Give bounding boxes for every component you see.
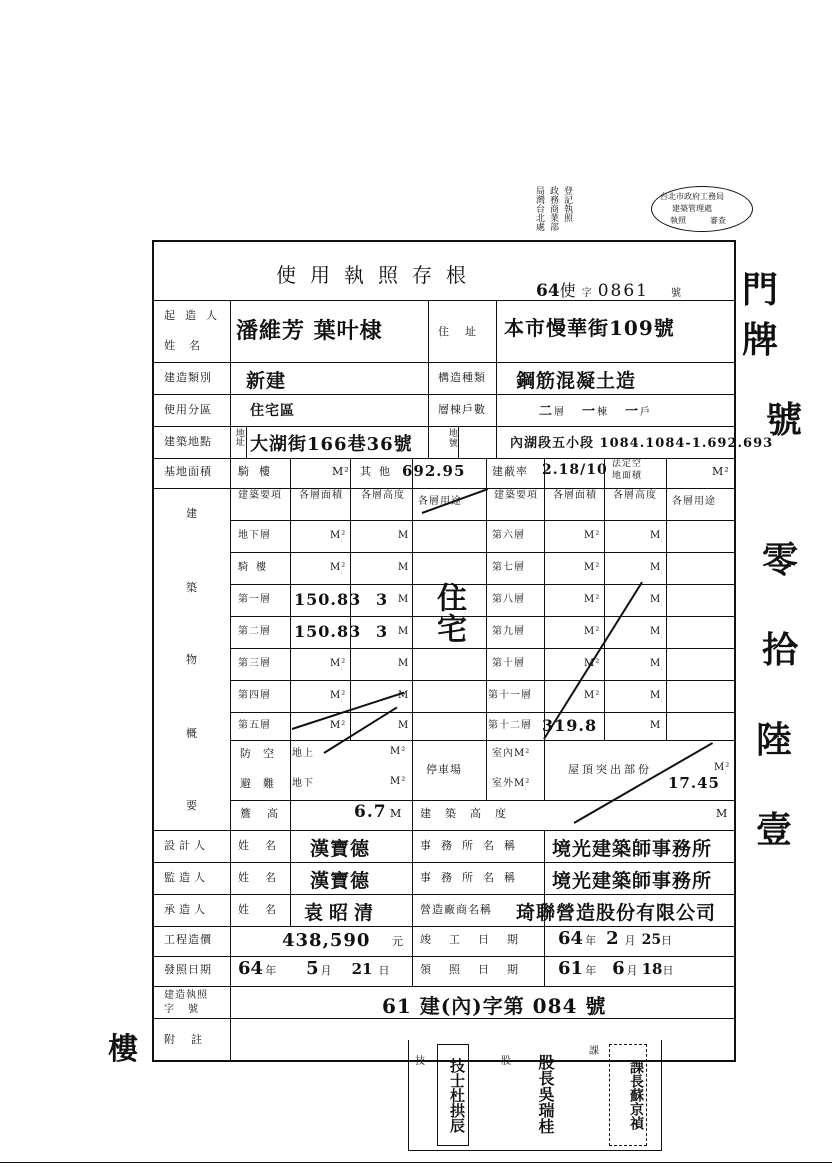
stamp-given: 京禎 [628,1102,644,1130]
circle-stamp [651,186,753,232]
month-unit: 月 [626,964,638,977]
contractor-office: 琦聯營造股份有限公司 [516,902,717,924]
lot-number: 內湖段五小段 1084.1084-1.692.693 [510,436,774,451]
stamp-surname: 蘇 [628,1088,644,1102]
coverage-ratio: 2.18/10 [542,462,608,478]
number-value: 0861 [597,281,649,301]
stamp-text: 審查 [710,216,726,225]
floor-label: 第十層 [492,658,525,669]
margin-char: 門 [742,269,779,311]
header-item: 建築要項 [494,490,538,501]
floor-label: 第三層 [238,658,271,669]
owner-label-1: 起造人 [164,309,227,322]
contractor-name: 袁昭清 [304,902,380,924]
floor1-area: 150.83 [294,590,362,609]
stamp-line: 局灣台北處 [534,186,544,231]
unit-area: M² [584,690,601,701]
overview-char: 物 [186,653,198,666]
stamp-given: 拱辰 [448,1102,466,1133]
eave-height: 6.7 [354,802,387,822]
eave-height-label: 簷高 [240,807,294,820]
receive-day: 18 [641,960,663,978]
month-unit: 月 [320,964,332,977]
stamp-surname: 吳 [536,1086,555,1102]
parking-label: 停車場 [426,763,462,776]
stamp-line: 登記執照 [562,186,572,222]
building-height-label: 建築高度 [420,807,520,820]
floor-label: 第四層 [238,690,271,701]
floor-label: 第十一層 [488,690,532,701]
unit-height: M [650,690,662,701]
households-unit: 戶 [640,407,651,418]
unit-area: M² [584,530,601,541]
margin-char: 零 [762,539,799,581]
shelter-label-1: 防空 [240,747,286,760]
month-unit: 月 [624,934,636,947]
owner-address: 本市慢華街109號 [504,316,675,340]
shelter-label-2: 避難 [240,777,286,790]
unit-height: M [650,530,662,541]
stamp-head: 課 [589,1046,599,1057]
completion-date [558,928,672,949]
below-ground-unit: M² [390,776,407,787]
owner-label-2: 姓名 [164,339,214,352]
contractor-office-label: 營造廠商名稱 [420,903,492,916]
overview-char: 建 [186,507,198,520]
contractor-label: 承造人 [164,903,209,916]
floors-values [539,400,650,419]
supervisor-office-label: 事務所名稱 [420,871,525,884]
floor1-height: 3 [376,590,389,609]
site-address-label: 地址 [233,428,244,446]
unit-height: M [398,690,410,701]
permit-form [152,240,774,1062]
number-prefix: 64 [536,281,560,301]
permit-number [536,278,681,301]
construction-permit-label-1: 建造執照 [164,990,208,1001]
below-ground-label: 地下 [292,778,314,789]
margin-char: 壹 [756,809,793,851]
roof-area: 17.45 [668,774,720,792]
building-type: 新建 [246,370,287,392]
stamp-title: 技士 [448,1057,466,1088]
stamp-head: 股 [501,1056,511,1067]
header-use: 各層用途 [672,496,716,507]
stamp-title: 課長 [628,1060,644,1088]
unit-area: M² [584,594,601,605]
total-area: 319.8 [542,716,598,735]
unit-height: M [398,626,410,637]
engineer-stamp [437,1044,469,1146]
receive-date [558,958,673,979]
header-area: 各層面積 [299,490,343,501]
supervisor-name-label: 姓名 [238,871,292,884]
site-area-label: 基地面積 [164,465,212,478]
parking-indoor: 室內M² [492,748,531,759]
contractor-name-label: 姓名 [238,903,292,916]
roof-unit: M² [714,762,731,773]
note-label: 附註 [164,1033,218,1046]
unit-height: M [398,562,410,573]
header-height: 各層高度 [613,490,657,501]
construction-permit-number: 61 建(內)字第 084 號 [382,994,607,1018]
signature-stamps [408,1040,662,1151]
issue-day: 21 [351,960,373,978]
floor-label: 第六層 [492,530,525,541]
unit-height: M [398,720,410,731]
floor-label: 第九層 [492,626,525,637]
year-unit: 年 [265,964,277,977]
day-unit: 日 [662,964,674,977]
buildings-unit: 棟 [597,407,608,418]
floor-label: 地下層 [238,530,271,541]
supervisor-name: 漢寶德 [310,870,371,892]
overview-char: 概 [186,727,198,740]
unit-area: M² [584,562,601,573]
header-area: 各層面積 [553,490,597,501]
above-ground-unit: M² [390,746,407,757]
unit-area: M² [330,658,347,669]
issue-month: 5 [306,958,319,979]
form-title: 使用執照存根 [276,263,480,287]
completion-year: 64 [558,928,584,949]
floor-label: 第一層 [238,594,271,605]
floor-label: 第二層 [238,626,271,637]
designer-name: 漢寶德 [310,838,371,860]
issue-date-label: 發照日期 [164,963,212,976]
completion-day: 25 [641,932,662,948]
cost-label: 工程造價 [164,933,212,946]
cost-value: 438,590 [282,930,371,951]
issue-year: 64 [238,958,264,979]
eave-height-unit: M [390,807,403,820]
supervisor-label: 監造人 [164,871,209,884]
division-chief-stamp [609,1044,647,1146]
day-unit: 日 [661,934,673,947]
unit-area: M² [330,720,347,731]
unit-height: M [650,720,662,731]
site-address: 大湖街166巷36號 [250,434,413,455]
supervisor-office: 境光建築師事務所 [552,870,713,892]
unit-height: M [650,594,662,605]
unit-height: M [650,658,662,669]
construction-permit-label-2: 字號 [164,1004,212,1015]
floor-label: 第七層 [492,562,525,573]
building-height-unit: M [716,807,729,820]
open-space-label-1: 法定空 [612,459,643,469]
receive-month: 6 [612,958,625,979]
cost-unit: 元 [392,935,404,948]
year-unit: 年 [585,964,597,977]
structure-type: 鋼筋混凝土造 [516,370,637,392]
margin-char: 陸 [756,719,793,761]
completion-month: 2 [606,928,619,949]
open-space-unit: M² [712,465,730,478]
lot-label: 地號 [446,428,457,448]
floor-label: 第十二層 [488,720,532,731]
stamp-given: 瑞桂 [536,1102,555,1134]
receive-date-label: 領照日期 [420,963,536,976]
floor-label: 第五層 [238,720,271,731]
open-space-label-2: 地面積 [612,471,643,481]
owner-address-label: 住址 [438,325,492,338]
use-zone: 住宅區 [250,403,295,419]
stamp-line: 政務商業部 [548,186,558,231]
overview-char: 築 [186,581,198,594]
unit-area: M² [330,530,347,541]
coverage-ratio-label: 建蔽率 [492,465,528,478]
number-word: 字 [581,288,592,299]
floors-count: 二 [539,404,553,419]
issue-date [238,958,389,979]
designer-label: 設計人 [164,839,209,852]
unit-height: M [398,530,410,541]
use-zone-label: 使用分區 [164,403,212,416]
floor-label: 第八層 [492,594,525,605]
unit-height: M [398,658,410,669]
header-use: 各層用途 [418,496,462,507]
owner-name: 潘維芳 葉叶棣 [236,318,383,344]
overview-char: 要 [186,799,198,812]
unit-height: M [398,594,410,605]
above-ground-label: 地上 [292,748,314,759]
header-item: 建築要項 [238,490,282,501]
floor-label: 騎樓 [238,562,274,573]
receive-year: 61 [558,958,584,979]
stamp-text: 建築管理處 [672,204,712,213]
roof-label: 屋頂突出部份 [568,763,652,776]
other-label: 其他 [360,465,398,478]
arcade-unit: M² [332,465,350,478]
arcade-label: 騎樓 [238,465,280,478]
day-unit: 日 [378,964,390,977]
site-location-label: 建築地點 [164,435,212,448]
unit-area: M² [584,658,601,669]
unit-area: M² [584,626,601,637]
buildings-count: 一 [582,404,596,419]
unit-area: M² [330,690,347,701]
floor2-height: 3 [376,622,389,641]
stamp-text: 執照 [670,216,686,225]
designer-office: 境光建築師事務所 [552,838,713,860]
stamp-surname: 杜 [448,1087,466,1103]
unit-area: M² [330,562,347,573]
number-char: 使 [559,281,576,300]
year-unit: 年 [585,934,597,947]
designer-name-label: 姓名 [238,839,292,852]
registration-stamp [533,186,755,234]
designer-office-label: 事務所名稱 [420,839,525,852]
stamp-head: 技 [415,1056,425,1067]
structure-type-label: 構造種類 [438,371,486,384]
floor-use: 住宅 [431,582,466,644]
number-suffix: 號 [670,288,681,299]
households-count: 一 [625,404,639,419]
left-margin-note: 樓 [108,1032,138,1067]
margin-char: 牌 [742,319,779,361]
floors-label: 層棟戶數 [438,403,486,416]
building-type-label: 建造類別 [164,371,212,384]
margin-char: 拾 [762,629,799,671]
margin-char: 號 [766,399,803,441]
floor2-area: 150.83 [294,622,362,641]
header-height: 各層高度 [361,490,405,501]
unit-height: M [650,626,662,637]
stamp-text: 台北市政府工務局 [660,192,724,201]
other-area: 692.95 [402,462,466,480]
floors-unit: 層 [554,407,565,418]
section-chief-stamp [521,1044,557,1144]
unit-height: M [650,562,662,573]
parking-outdoor: 室外M² [492,778,531,789]
stamp-title: 股長 [536,1054,555,1086]
completion-date-label: 竣工日期 [420,933,536,946]
